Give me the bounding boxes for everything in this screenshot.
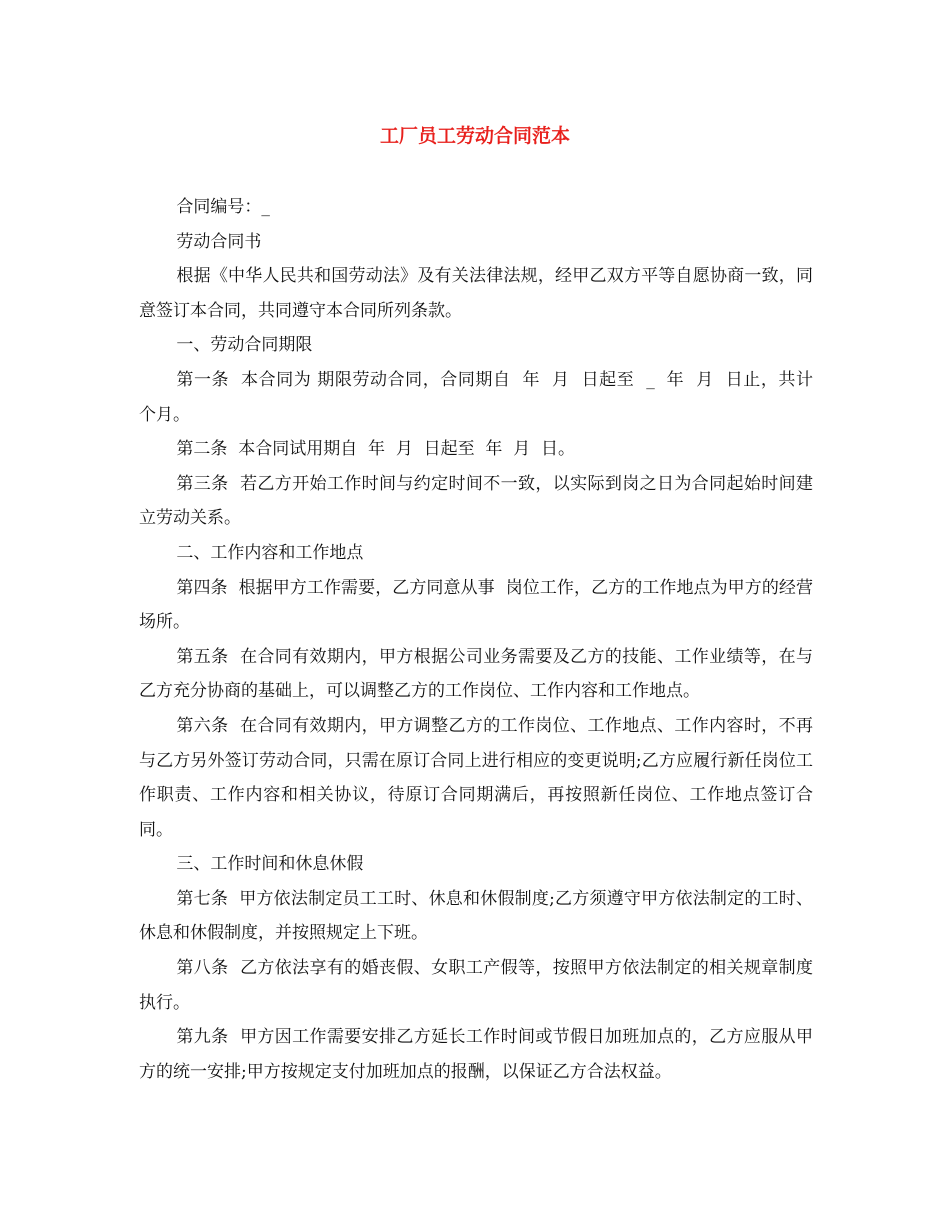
article-9: 第九条 甲方因工作需要安排乙方延长工作时间或节假日加班加点的，乙方应服从甲方的统一安排;甲方按规定支付加班加点的报酬，以保证乙方合法权益。 (139, 1027, 813, 1082)
article-4: 第四条 根据甲方工作需要，乙方同意从事 岗位工作，乙方的工作地点为甲方的经营场所。 (139, 577, 813, 633)
document-title: 工厂员工劳动合同范本 (379, 125, 570, 147)
contract-number: 合同编号：_ (176, 197, 270, 217)
contract-heading: 劳动合同书 (176, 231, 262, 252)
article-8: 第八条 乙方依法享有的婚丧假、女职工产假等，按照甲方依法制定的相关规章制度执行。 (139, 958, 813, 1013)
article-1: 第一条 本合同为 期限劳动合同，合同期自 年 月 日起至 _ 年 月 日止，共计 个月。 (139, 369, 824, 425)
section-heading-work: 二、工作内容和工作地点 (176, 542, 364, 563)
section-heading-term: 一、劳动合同期限 (176, 335, 313, 356)
article-7: 第七条 甲方依法制定员工工时、休息和休假制度;乙方须遵守甲方依法制定的工时、休息和休假制度，并按照规定上下班。 (139, 888, 813, 944)
article-6: 第六条 在合同有效期内，甲方调整乙方的工作岗位、工作地点、工作内容时，不再与乙方另外签订劳动合同，只需在原订合同上进行相应的变更说明;乙方应履行新任岗位工作职责、工作内容和相关协议，待原订合同期满后，再按照新任岗位、工作地点签订合同。 (139, 715, 813, 840)
section-heading-hours: 三、工作时间和休息休假 (176, 854, 364, 875)
document-body (139, 190, 824, 1089)
article-2: 第二条 本合同试用期自 年 月 日起至 年 月 日。 (176, 439, 576, 460)
article-5: 第五条 在合同有效期内，甲方根据公司业务需要及乙方的技能、工作业绩等，在与乙方充分协商的基础上，可以调整乙方的工作岗位、工作内容和工作地点。 (139, 646, 813, 702)
article-3: 第三条 若乙方开始工作时间与约定时间不一致，以实际到岗之日为合同起始时间建立劳动关系。 (139, 473, 813, 529)
preamble-paragraph: 根据《中华人民共和国劳动法》及有关法律法规，经甲乙双方平等自愿协商一致，同意签订本合同，共同遵守本合同所列条款。 (139, 266, 813, 321)
